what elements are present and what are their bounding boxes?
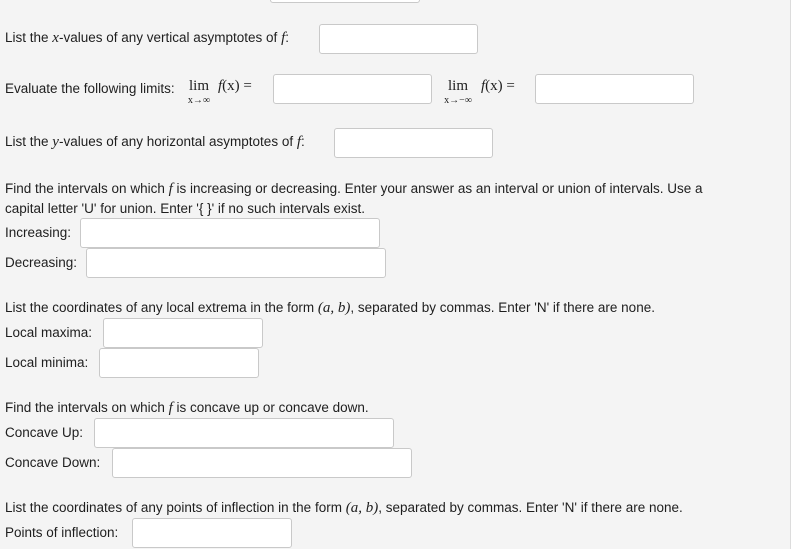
limit-neg-inf-function: f(x) = [481, 78, 515, 94]
extrema-prompt: List the coordinates of any local extrema in the form (a, b), separated by commas. Enter 'N' if there are none. [5, 300, 655, 316]
concave-up-label: Concave Up: [5, 425, 84, 440]
limit-pos-inf-expression: lim x→∞ [187, 78, 211, 106]
monotonic-prompt-line1: Find the intervals on which f is increasing or decreasing. Enter your answer as an interval or union of intervals. Use a [5, 181, 703, 197]
horizontal-asymptotes-prompt: List the y-values of any horizontal asymptotes of f: [5, 134, 305, 150]
page-margin [791, 0, 804, 549]
points-of-inflection-input[interactable] [132, 518, 292, 548]
horizontal-asymptotes-input[interactable] [334, 128, 493, 158]
increasing-label: Increasing: [5, 225, 72, 240]
limit-pos-inf-input[interactable] [273, 74, 432, 104]
local-maxima-input[interactable] [103, 318, 263, 348]
concave-down-input[interactable] [112, 448, 412, 478]
decreasing-label: Decreasing: [5, 255, 78, 270]
concave-down-label: Concave Down: [5, 455, 101, 470]
local-maxima-label: Local maxima: [5, 325, 93, 340]
concavity-prompt: Find the intervals on which f is concave up or concave down. [5, 400, 369, 416]
limits-prompt: Evaluate the following limits: [5, 81, 175, 96]
local-minima-label: Local minima: [5, 355, 89, 370]
limit-neg-inf-input[interactable] [535, 74, 694, 104]
vertical-asymptotes-prompt: List the x-values of any vertical asymptotes of f: [5, 30, 289, 46]
local-minima-input[interactable] [99, 348, 259, 378]
inflection-prompt: List the coordinates of any points of inflection in the form (a, b), separated by commas. Enter 'N' if there are none. [5, 500, 683, 516]
vertical-asymptotes-input[interactable] [319, 24, 478, 54]
previous-answer-input[interactable] [270, 0, 420, 3]
concave-up-input[interactable] [94, 418, 394, 448]
points-of-inflection-label: Points of inflection: [5, 525, 119, 540]
limit-neg-inf-expression: lim x→−∞ [444, 78, 472, 106]
limit-pos-inf-function: f(x) = [218, 78, 252, 94]
decreasing-input[interactable] [86, 248, 386, 278]
increasing-input[interactable] [80, 218, 380, 248]
monotonic-prompt-line2: capital letter 'U' for union. Enter '{ }' if no such intervals exist. [5, 201, 365, 216]
